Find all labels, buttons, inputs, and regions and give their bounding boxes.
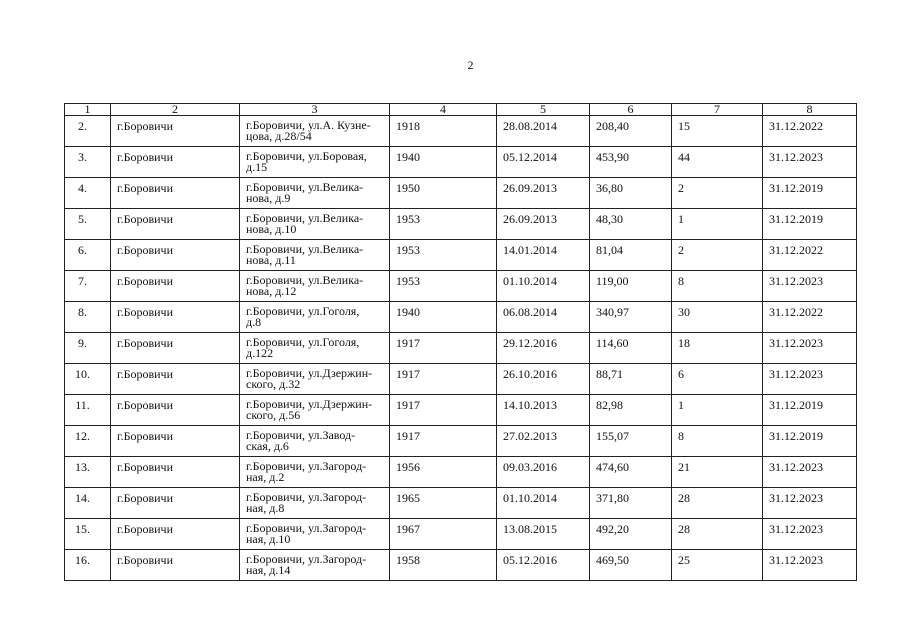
date-cell: 29.12.2016 (497, 333, 590, 364)
table-row (65, 271, 857, 302)
year-built-cell: 1956 (390, 457, 497, 488)
city-cell: г.Боровичи (111, 333, 240, 364)
address-cell: г.Боровичи, ул.Гоголя, д.8 (240, 302, 390, 333)
row-number-cell: 8. (65, 302, 111, 333)
header-cell: 5 (497, 104, 590, 116)
date-cell: 28.08.2014 (497, 116, 590, 147)
table-row (65, 364, 857, 395)
date-cell: 01.10.2014 (497, 271, 590, 302)
year-built-cell: 1918 (390, 116, 497, 147)
deadline-cell: 31.12.2023 (763, 271, 857, 302)
count-cell: 8 (672, 271, 763, 302)
address-cell: г.Боровичи, ул.Загород- ная, д.14 (240, 550, 390, 581)
year-built-cell: 1953 (390, 209, 497, 240)
row-number-cell: 10. (65, 364, 111, 395)
year-built-cell: 1953 (390, 240, 497, 271)
table-row (65, 519, 857, 550)
count-cell: 18 (672, 333, 763, 364)
table-body (65, 116, 857, 581)
deadline-cell: 31.12.2022 (763, 116, 857, 147)
address-cell: г.Боровичи, ул.Велика- нова, д.9 (240, 178, 390, 209)
city-cell: г.Боровичи (111, 364, 240, 395)
date-cell: 13.08.2015 (497, 519, 590, 550)
address-cell: г.Боровичи, ул.Загород- ная, д.10 (240, 519, 390, 550)
date-cell: 06.08.2014 (497, 302, 590, 333)
deadline-cell: 31.12.2022 (763, 302, 857, 333)
header-cell: 3 (240, 104, 390, 116)
area-cell: 155,07 (590, 426, 672, 457)
deadline-cell: 31.12.2023 (763, 457, 857, 488)
count-cell: 1 (672, 395, 763, 426)
area-cell: 469,50 (590, 550, 672, 581)
city-cell: г.Боровичи (111, 178, 240, 209)
area-cell: 453,90 (590, 147, 672, 178)
address-cell: г.Боровичи, ул.Дзержин- ского, д.56 (240, 395, 390, 426)
table-row (65, 209, 857, 240)
year-built-cell: 1953 (390, 271, 497, 302)
housing-registry-table (64, 103, 857, 581)
table-row (65, 116, 857, 147)
header-cell: 6 (590, 104, 672, 116)
deadline-cell: 31.12.2023 (763, 550, 857, 581)
deadline-cell: 31.12.2019 (763, 178, 857, 209)
address-cell: г.Боровичи, ул.Дзержин- ского, д.32 (240, 364, 390, 395)
header-cell: 2 (111, 104, 240, 116)
address-cell: г.Боровичи, ул.Завод- ская, д.6 (240, 426, 390, 457)
year-built-cell: 1958 (390, 550, 497, 581)
page-number: 2 (467, 58, 474, 72)
address-cell: г.Боровичи, ул.Загород- ная, д.2 (240, 457, 390, 488)
table-row (65, 550, 857, 581)
city-cell: г.Боровичи (111, 209, 240, 240)
count-cell: 30 (672, 302, 763, 333)
count-cell: 2 (672, 178, 763, 209)
area-cell: 492,20 (590, 519, 672, 550)
date-cell: 26.10.2016 (497, 364, 590, 395)
date-cell: 26.09.2013 (497, 178, 590, 209)
deadline-cell: 31.12.2023 (763, 488, 857, 519)
table-row (65, 333, 857, 364)
table-row (65, 426, 857, 457)
count-cell: 44 (672, 147, 763, 178)
row-number-cell: 5. (65, 209, 111, 240)
row-number-cell: 11. (65, 395, 111, 426)
city-cell: г.Боровичи (111, 240, 240, 271)
year-built-cell: 1917 (390, 426, 497, 457)
year-built-cell: 1917 (390, 364, 497, 395)
city-cell: г.Боровичи (111, 116, 240, 147)
row-number-cell: 15. (65, 519, 111, 550)
header-cell: 7 (672, 104, 763, 116)
count-cell: 1 (672, 209, 763, 240)
header-cell: 1 (65, 104, 111, 116)
date-cell: 27.02.2013 (497, 426, 590, 457)
count-cell: 6 (672, 364, 763, 395)
deadline-cell: 31.12.2019 (763, 209, 857, 240)
row-number-cell: 9. (65, 333, 111, 364)
count-cell: 15 (672, 116, 763, 147)
row-number-cell: 16. (65, 550, 111, 581)
area-cell: 474,60 (590, 457, 672, 488)
area-cell: 81,04 (590, 240, 672, 271)
count-cell: 21 (672, 457, 763, 488)
table-row (65, 302, 857, 333)
year-built-cell: 1917 (390, 333, 497, 364)
area-cell: 82,98 (590, 395, 672, 426)
date-cell: 14.01.2014 (497, 240, 590, 271)
year-built-cell: 1940 (390, 147, 497, 178)
row-number-cell: 12. (65, 426, 111, 457)
date-cell: 26.09.2013 (497, 209, 590, 240)
row-number-cell: 4. (65, 178, 111, 209)
table-row (65, 395, 857, 426)
city-cell: г.Боровичи (111, 426, 240, 457)
city-cell: г.Боровичи (111, 147, 240, 178)
city-cell: г.Боровичи (111, 271, 240, 302)
city-cell: г.Боровичи (111, 302, 240, 333)
count-cell: 2 (672, 240, 763, 271)
deadline-cell: 31.12.2023 (763, 147, 857, 178)
count-cell: 8 (672, 426, 763, 457)
header-cell: 8 (763, 104, 857, 116)
area-cell: 340,97 (590, 302, 672, 333)
city-cell: г.Боровичи (111, 457, 240, 488)
city-cell: г.Боровичи (111, 488, 240, 519)
table-row (65, 457, 857, 488)
deadline-cell: 31.12.2023 (763, 333, 857, 364)
year-built-cell: 1917 (390, 395, 497, 426)
row-number-cell: 2. (65, 116, 111, 147)
area-cell: 371,80 (590, 488, 672, 519)
header-cell: 4 (390, 104, 497, 116)
deadline-cell: 31.12.2023 (763, 519, 857, 550)
address-cell: г.Боровичи, ул.Велика- нова, д.12 (240, 271, 390, 302)
row-number-cell: 6. (65, 240, 111, 271)
row-number-cell: 7. (65, 271, 111, 302)
address-cell: г.Боровичи, ул.Загород- ная, д.8 (240, 488, 390, 519)
address-cell: г.Боровичи, ул.Велика- нова, д.11 (240, 240, 390, 271)
address-cell: г.Боровичи, ул.Боровая, д.15 (240, 147, 390, 178)
deadline-cell: 31.12.2019 (763, 395, 857, 426)
deadline-cell: 31.12.2019 (763, 426, 857, 457)
table-row (65, 488, 857, 519)
row-number-cell: 14. (65, 488, 111, 519)
count-cell: 28 (672, 488, 763, 519)
area-cell: 208,40 (590, 116, 672, 147)
deadline-cell: 31.12.2022 (763, 240, 857, 271)
date-cell: 01.10.2014 (497, 488, 590, 519)
header-row (65, 104, 857, 116)
city-cell: г.Боровичи (111, 519, 240, 550)
date-cell: 14.10.2013 (497, 395, 590, 426)
address-cell: г.Боровичи, ул.Гоголя, д.122 (240, 333, 390, 364)
deadline-cell: 31.12.2023 (763, 364, 857, 395)
count-cell: 25 (672, 550, 763, 581)
date-cell: 05.12.2014 (497, 147, 590, 178)
table-row (65, 147, 857, 178)
city-cell: г.Боровичи (111, 395, 240, 426)
area-cell: 114,60 (590, 333, 672, 364)
year-built-cell: 1950 (390, 178, 497, 209)
address-cell: г.Боровичи, ул.Велика- нова, д.10 (240, 209, 390, 240)
date-cell: 05.12.2016 (497, 550, 590, 581)
count-cell: 28 (672, 519, 763, 550)
address-cell: г.Боровичи, ул.А. Кузне- цова, д.28/54 (240, 116, 390, 147)
row-number-cell: 13. (65, 457, 111, 488)
table-row (65, 240, 857, 271)
area-cell: 48,30 (590, 209, 672, 240)
area-cell: 36,80 (590, 178, 672, 209)
year-built-cell: 1940 (390, 302, 497, 333)
row-number-cell: 3. (65, 147, 111, 178)
date-cell: 09.03.2016 (497, 457, 590, 488)
area-cell: 88,71 (590, 364, 672, 395)
city-cell: г.Боровичи (111, 550, 240, 581)
year-built-cell: 1965 (390, 488, 497, 519)
area-cell: 119,00 (590, 271, 672, 302)
table-row (65, 178, 857, 209)
year-built-cell: 1967 (390, 519, 497, 550)
